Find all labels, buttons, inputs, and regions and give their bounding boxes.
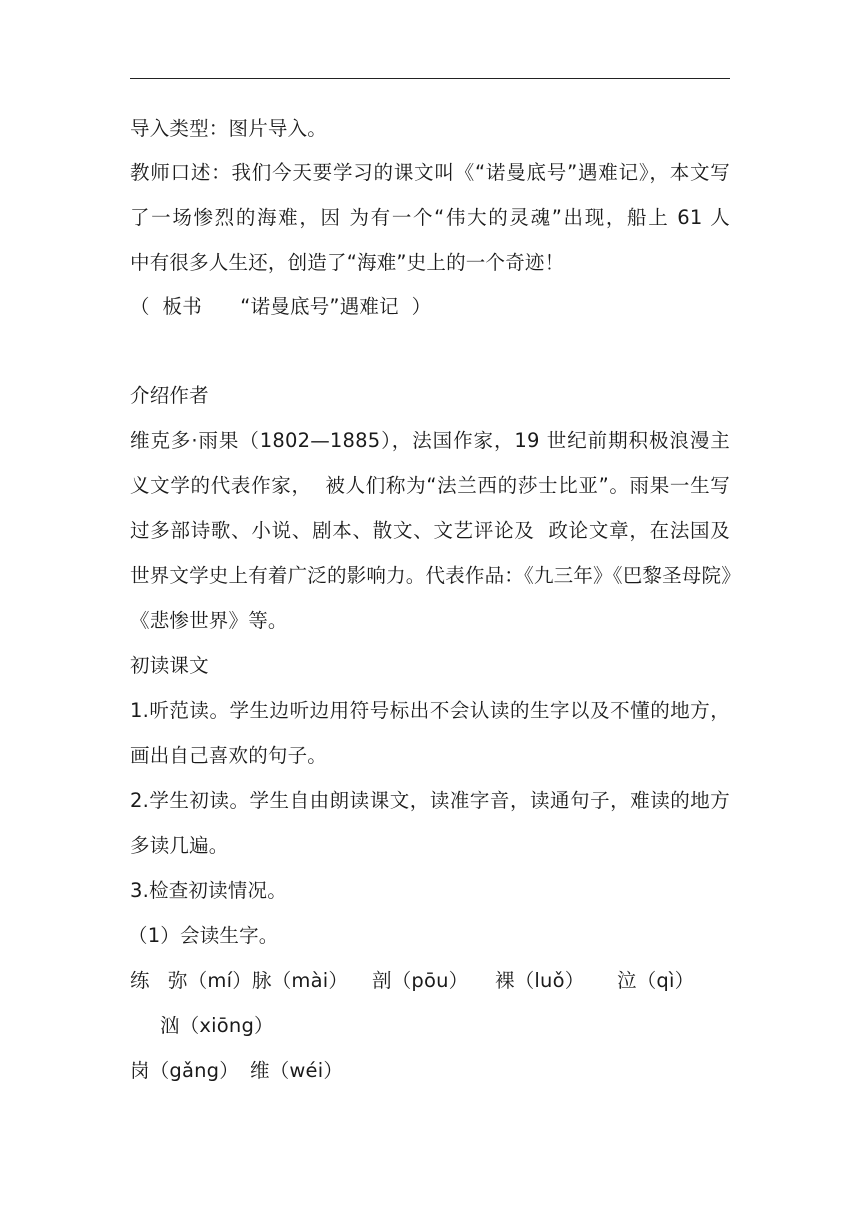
paragraph-line: 教师口述：我们今天要学习的课文叫《“诺曼底号”遇难记》，本文写 bbox=[130, 161, 730, 184]
pinyin-item: 泣（qì） bbox=[617, 969, 695, 992]
header-rule bbox=[130, 78, 730, 79]
pinyin-item: 弥（mí） bbox=[168, 969, 252, 992]
pinyin-row bbox=[130, 968, 740, 994]
paragraph-line: 中有很多人生还，创造了“海难”史上的一个奇迹！ bbox=[130, 251, 565, 274]
paragraph-line: 多读几遍。 bbox=[130, 834, 229, 857]
paragraph-line: 义文学的代表作家， 被人们称为“法兰西的莎士比亚”。雨果一生写 bbox=[130, 474, 730, 497]
pinyin-item: 维（wéi） bbox=[250, 1059, 344, 1082]
pinyin-item: 汹（xiōng） bbox=[160, 1014, 274, 1037]
paragraph-line: 3.检查初读情况。 bbox=[130, 879, 287, 902]
paragraph-line: 世界文学史上有着广泛的影响力。代表作品：《九三年》《巴黎圣母院》 bbox=[130, 564, 741, 587]
pinyin-row bbox=[160, 1013, 770, 1039]
pinyin-item: 裸（luǒ） bbox=[495, 969, 585, 992]
paragraph-line: 维克多·雨果（1802—1885），法国作家，19 世纪前期积极浪漫主 bbox=[130, 429, 730, 452]
paragraph-line: 《悲惨世界》等。 bbox=[130, 609, 288, 632]
blackboard-line: （ 板书 “诺曼底号”遇难记 ） bbox=[130, 295, 432, 318]
paragraph-line: 过多部诗歌、小说、剧本、散文、文艺评论及 政论文章，在法国及 bbox=[130, 519, 730, 542]
sub-heading: （1）会读生字。 bbox=[128, 924, 279, 947]
section-heading: 介绍作者 bbox=[130, 384, 209, 407]
pinyin-row bbox=[130, 1058, 740, 1084]
pinyin-item: 脉（mài） bbox=[252, 969, 349, 992]
paragraph-line: 1.听范读。学生边听边用符号标出不会认读的生字以及不懂的地方， bbox=[130, 699, 730, 722]
paragraph-line: 画出自己喜欢的句子。 bbox=[130, 744, 328, 767]
section-heading: 初读课文 bbox=[130, 654, 209, 677]
paragraph-line: 2.学生初读。学生自由朗读课文，读准字音，读通句子，难读的地方 bbox=[130, 789, 730, 812]
pinyin-item: 剖（pōu） bbox=[372, 969, 469, 992]
pinyin-item: 岗（gǎng） bbox=[130, 1059, 239, 1082]
intro-type-line: 导入类型：图片导入。 bbox=[130, 117, 328, 140]
pinyin-item: 练 bbox=[130, 969, 150, 992]
paragraph-line: 了一场惨烈的海难，因 为有一个“伟大的灵魂”出现，船上 61 人 bbox=[130, 206, 730, 229]
